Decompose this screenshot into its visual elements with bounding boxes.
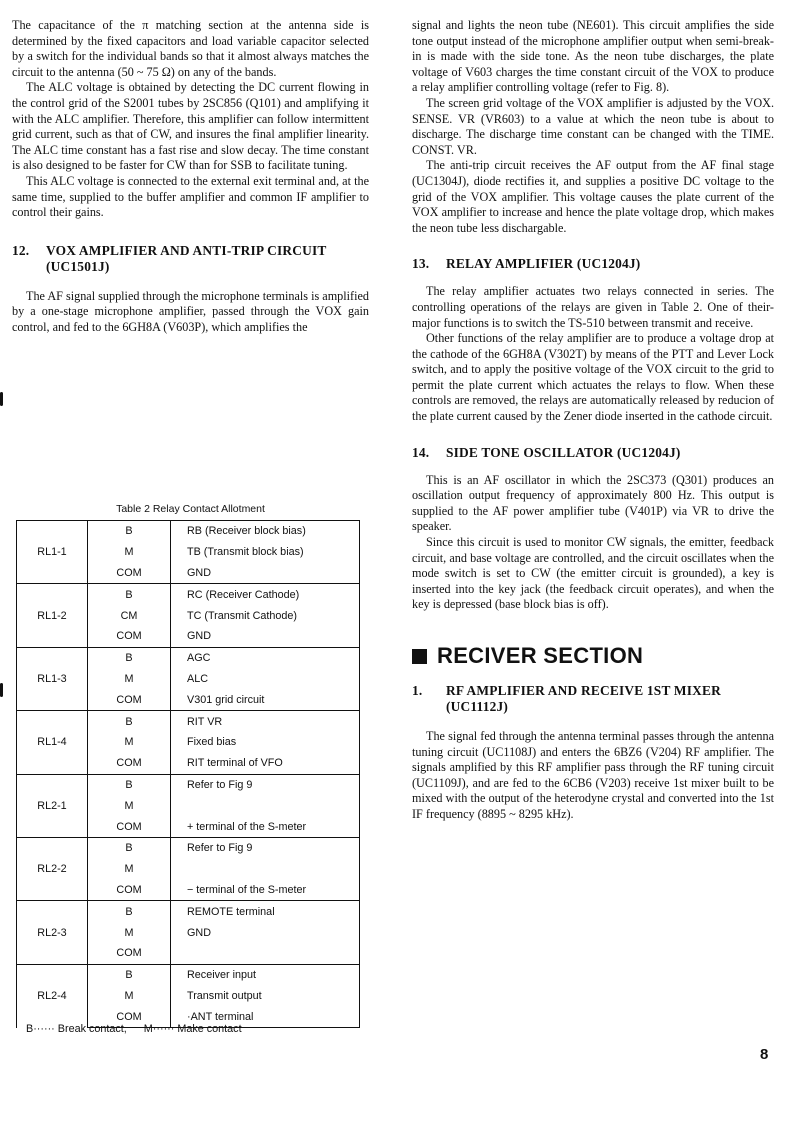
relay-name-cell: RL1-2	[17, 584, 88, 647]
section-title	[412, 643, 774, 669]
heading-number: 13.	[412, 256, 430, 272]
left-column	[12, 18, 369, 336]
contact-cell: B	[88, 837, 171, 858]
contact-cell: COM	[88, 753, 171, 774]
function-cell: REMOTE terminal	[171, 901, 360, 922]
contact-cell: B	[88, 964, 171, 985]
table-row	[17, 837, 360, 858]
table-row	[17, 584, 360, 605]
heading-side-tone	[412, 445, 774, 461]
contact-cell: B	[88, 711, 171, 732]
relay-name-cell: RL2-3	[17, 901, 88, 964]
function-cell: Receiver input	[171, 964, 360, 985]
function-cell: TB (Transmit block bias)	[171, 542, 360, 563]
contact-cell: COM	[88, 1006, 171, 1027]
paragraph-vox-continued: signal and lights the neon tube (NE601). This circuit amplifies the side tone output instead of the microphone amplifier output when semi-break-in is made with the side tone. As the neon tube discharges, the plate voltage of V603 charges the time constant circuit of the VOX to produce a relay amplifier controlling voltage (refer to Fig. 8).	[412, 18, 774, 95]
function-cell: + terminal of the S-meter	[171, 816, 360, 837]
contact-cell: M	[88, 669, 171, 690]
function-cell	[171, 943, 360, 964]
relay-name-cell: RL1-1	[17, 521, 88, 584]
function-cell: RB (Receiver block bias)	[171, 521, 360, 542]
heading-number: 12.	[12, 242, 30, 258]
legend-make-contact: M······ Make contact	[143, 1023, 242, 1035]
function-cell: GND	[171, 563, 360, 584]
relay-name-cell: RL2-1	[17, 774, 88, 837]
heading-text: SIDE TONE OSCILLATOR (UC1204J)	[446, 444, 681, 460]
paragraph-side-tone-2: Since this circuit is used to monitor CW signals, the emitter, feedback circuit, and base voltage are controlled, and the circuit oscillates when the mode switch is set to CW (the emitter circuit is grounded), a key is inserted into the key jack (the feedback circuit operates), and when the key is depressed (base block bias is off).	[412, 535, 774, 612]
function-cell: V301 grid circuit	[171, 689, 360, 710]
binding-mark-top	[0, 392, 3, 406]
heading-number: 1.	[412, 683, 423, 698]
binding-mark-bottom	[0, 683, 3, 697]
function-cell: TC (Transmit Cathode)	[171, 605, 360, 626]
heading-text: RF AMPLIFIER AND RECEIVE 1ST MIXER (UC1112J)	[446, 683, 722, 714]
paragraph-alc-1: The ALC voltage is obtained by detecting the DC current flowing in the control grid of the S2001 tubes by 2SC856 (Q101) and amplifying it with the ALC amplifier. Therefore, this amplifier can follow intermittent grid current, such as that of CW, and insures the final amplifier linearity. The ALC time constant has a fast rise and slow decay. The time constant is also designed to be faster for CW than for SSB to facilitate tuning.	[12, 80, 369, 173]
table-row	[17, 774, 360, 795]
paragraph-screen-grid: The screen grid voltage of the VOX amplifier is adjusted by the VOX. SENSE. VR (VR603) to a value at which the neon tube is about to discharge. The discharge time constant can be changed with the TIME. CONST. VR.	[412, 95, 774, 157]
contact-cell: M	[88, 859, 171, 880]
function-cell: ·ANT terminal	[171, 1006, 360, 1027]
contact-cell: COM	[88, 816, 171, 837]
paragraph-vox: The AF signal supplied through the microphone terminals is amplified by a one-stage microphone amplifier, passed through the VOX gain control, and fed to the 6GH8A (V603P), which amplifies the	[12, 288, 369, 334]
section-title-text: RECIVER SECTION	[437, 643, 644, 668]
right-column	[412, 18, 774, 823]
heading-text: VOX AMPLIFIER AND ANTI-TRIP CIRCUIT (UC1501J)	[46, 242, 327, 274]
table-row	[17, 647, 360, 668]
function-cell: AGC	[171, 647, 360, 668]
contact-cell: M	[88, 986, 171, 1007]
function-cell: GND	[171, 626, 360, 647]
contact-cell: M	[88, 795, 171, 816]
paragraph-anti-trip: The anti-trip circuit receives the AF output from the AF final stage (UC1304J), diode rectifies it, and supplies a positive DC voltage to the grid of the VOX amplifier. This voltage causes the plate current of the VOX amplifier to increase and hence the plate voltage drop, which makes the neon tube less dischargable.	[412, 158, 774, 235]
heading-relay-amplifier	[412, 256, 774, 272]
paragraph-relay-1: The relay amplifier actuates two relays connected in series. The controlling operations of the relays are given in Table 2. One of their-major functions is to switch the TS-510 between transmit and receive.	[412, 284, 774, 330]
function-cell: ALC	[171, 669, 360, 690]
function-cell: Fixed bias	[171, 732, 360, 753]
heading-rf-amplifier	[412, 683, 774, 715]
contact-cell: CM	[88, 605, 171, 626]
table-row	[17, 711, 360, 732]
paragraph-relay-2: Other functions of the relay amplifier are to produce a voltage drop at the cathode of the 6GH8A (V302T) by means of the PTT and Lever Lock switch, and to apply the positive voltage of the VOX circuit to the grid to permit the plate current which actuates the relays to flow. When these controls are removed, the relays are automatically released by reducion of the plate current caused by the Zener diode inserted in the cathode circuit.	[412, 331, 774, 424]
function-cell: Refer to Fig 9	[171, 837, 360, 858]
table-row	[17, 964, 360, 985]
legend-break-contact: B······ Break contact,	[26, 1023, 127, 1035]
table-row	[17, 901, 360, 922]
function-cell	[171, 859, 360, 880]
function-cell	[171, 795, 360, 816]
contact-cell: B	[88, 901, 171, 922]
relay-name-cell: RL2-2	[17, 837, 88, 900]
contact-cell: M	[88, 542, 171, 563]
contact-cell: COM	[88, 943, 171, 964]
contact-cell: COM	[88, 689, 171, 710]
page-number: 8	[760, 1046, 769, 1063]
contact-cell: M	[88, 732, 171, 753]
paragraph-alc-2: This ALC voltage is connected to the external exit terminal and, at the same time, supplied to the buffer amplifier and common IF amplifier to control their gains.	[12, 173, 369, 220]
heading-text: RELAY AMPLIFIER (UC1204J)	[446, 256, 641, 272]
relay-name-cell: RL1-3	[17, 647, 88, 710]
contact-cell: M	[88, 922, 171, 943]
contact-cell: COM	[88, 563, 171, 584]
function-cell: GND	[171, 922, 360, 943]
contact-cell: B	[88, 521, 171, 542]
function-cell: RC (Receiver Cathode)	[171, 584, 360, 605]
paragraph-capacitance: The capacitance of the π matching section at the antenna side is determined by the fixed capacitors and load variable capacitor selected by a switch for the individual bands so that it almost always matches the circuit to the antenna (50 ~ 75 Ω) on any of the bands.	[12, 18, 369, 79]
table-caption: Table 2 Relay Contact Allotment	[116, 503, 265, 515]
function-cell: Refer to Fig 9	[171, 774, 360, 795]
square-bullet-icon	[412, 649, 427, 664]
function-cell: Transmit output	[171, 986, 360, 1007]
table-legend	[26, 1023, 256, 1035]
paragraph-rf-amplifier: The signal fed through the antenna terminal passes through the antenna tuning circuit (UC1108J) and enters the 6BZ6 (V204) RF amplifier. The signals amplified by this RF amplifier pass through the RF tuning circuit (UC1109J), and are fed to the 6CB6 (V203) receive 1st mixer built to be mixed with the output of the heterodyne crystal and converted into the 1st IF frequency (8895 ~ 8295 kHz).	[412, 729, 774, 821]
contact-cell: B	[88, 647, 171, 668]
heading-vox-amplifier	[12, 243, 369, 275]
function-cell: − terminal of the S-meter	[171, 880, 360, 901]
contact-cell: COM	[88, 880, 171, 901]
contact-cell: B	[88, 774, 171, 795]
function-cell: RIT terminal of VFO	[171, 753, 360, 774]
table-row	[17, 521, 360, 542]
heading-number: 14.	[412, 444, 430, 460]
relay-name-cell: RL1-4	[17, 711, 88, 774]
relay-name-cell: RL2-4	[17, 964, 88, 1027]
contact-cell: B	[88, 584, 171, 605]
relay-contact-table	[16, 520, 360, 1028]
paragraph-side-tone-1: This is an AF oscillator in which the 2SC373 (Q301) produces an oscillation output frequency of approximately 800 Hz. This output is supplied to the AF power amplifier tube (V401P) via VR to drive the speaker.	[412, 472, 774, 534]
contact-cell: COM	[88, 626, 171, 647]
function-cell: RIT VR	[171, 711, 360, 732]
